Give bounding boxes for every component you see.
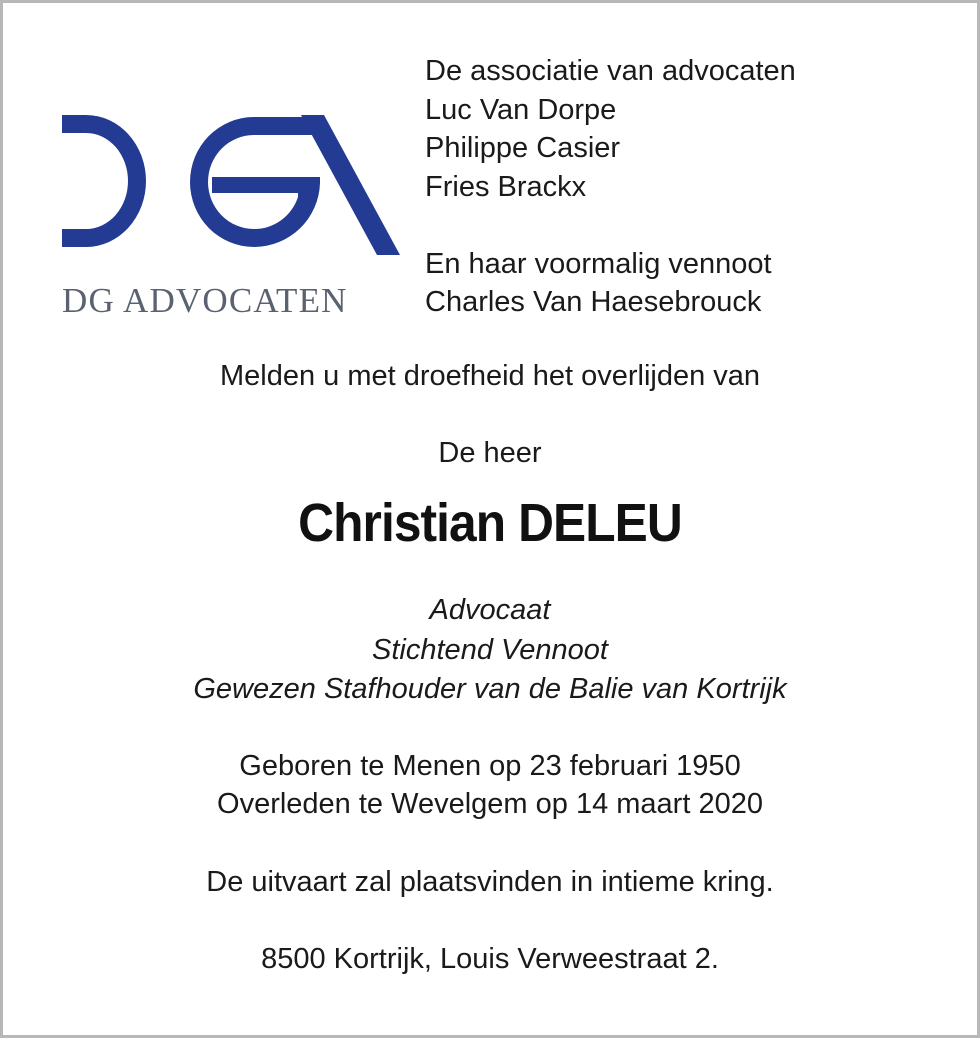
funeral-info: De uitvaart zal plaatsvinden in intieme kring. [206,866,774,898]
salutation: De heer [438,437,542,469]
announcement-text: Melden u met droefheid het overlijden van [219,360,761,392]
logo-brand-text: DG ADVOCATEN [62,281,348,320]
sender-line: Luc Van Dorpe [425,93,617,126]
death-info: Overleden te Wevelgem op 14 maart 2020 [217,788,763,820]
former-partner-line: Charles Van Haesebrouck [425,286,762,318]
birth-info: Geboren te Menen op 23 februari 1950 [239,750,741,782]
sender-line: De associatie van advocaten [425,55,796,87]
title-line: Advocaat [429,594,551,626]
spacer [425,206,796,245]
sender-block [425,52,796,322]
sender-line: Fries Brackx [425,170,587,203]
sender-line: Philippe Casier [425,132,621,164]
title-line: Stichtend Vennoot [372,634,608,666]
former-partner-line: En haar voormalig vennoot [425,247,772,280]
address: 8500 Kortrijk, Louis Verweestraat 2. [261,943,719,975]
deceased-name: Christian DELEU [298,493,682,553]
dg-advocaten-logo [58,105,403,320]
title-line: Gewezen Stafhouder van de Balie van Kortrijk [193,673,787,705]
dg-logo-mark [58,105,403,265]
